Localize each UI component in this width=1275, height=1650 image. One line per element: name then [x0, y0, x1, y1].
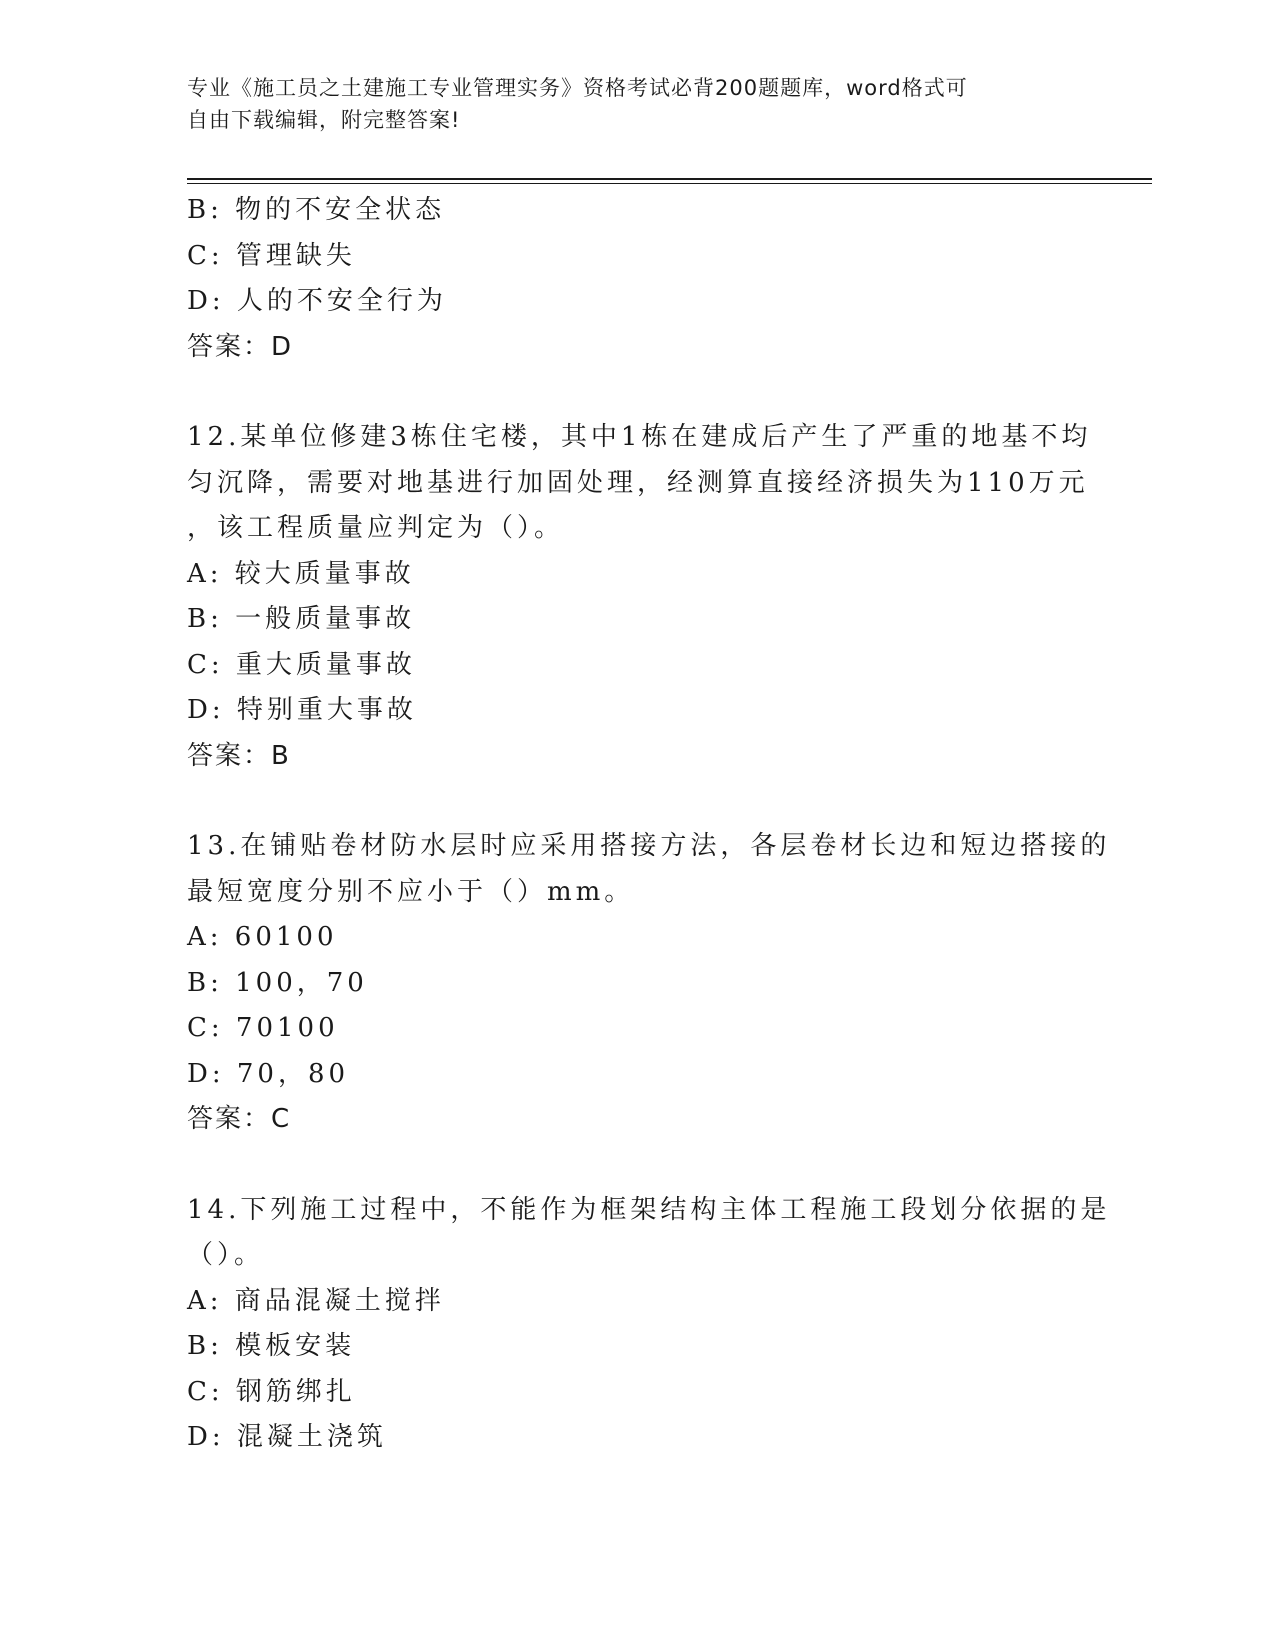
- question-stem: 最短宽度分别不应小于（）mm。: [187, 876, 635, 907]
- option-b: B: 物的不安全状态: [187, 195, 446, 225]
- option-c: C: 70100: [187, 1013, 339, 1043]
- option-d: D: 70，80: [187, 1058, 350, 1089]
- option-a: A: 较大质量事故: [187, 558, 415, 589]
- question-14: [187, 1188, 1111, 1461]
- question-stem: 匀沉降，需要对地基进行加固处理，经测算直接经济损失为110万元: [187, 467, 1089, 498]
- question-12: [187, 415, 1092, 779]
- answer-line: 答案：D: [187, 331, 294, 362]
- question-stem: 12.某单位修建3栋住宅楼，其中1栋在建成后产生了严重的地基不均: [187, 422, 1092, 452]
- answer-line: 答案：C: [187, 1104, 292, 1134]
- option-d: D: 特别重大事故: [187, 695, 417, 725]
- question-stem: 14.下列施工过程中，不能作为框架结构主体工程施工段划分依据的是: [187, 1194, 1111, 1225]
- option-b: B: 100，70: [187, 967, 368, 998]
- question-content: [187, 188, 1111, 1461]
- header-line-2: 自由下载编辑，附完整答案!: [187, 108, 461, 132]
- header-divider-thin: [187, 183, 1152, 184]
- option-d: D: 混凝土浇筑: [187, 1422, 387, 1452]
- option-d: D: 人的不安全行为: [187, 286, 447, 316]
- question-stem: 13.在铺贴卷材防水层时应采用搭接方法，各层卷材长边和短边搭接的: [187, 831, 1111, 861]
- question-13: [187, 824, 1111, 1143]
- header-line-1: 专业《施工员之土建施工专业管理实务》资格考试必背200题题库，word格式可: [187, 76, 968, 100]
- option-c: C: 管理缺失: [187, 240, 356, 271]
- answer-line: 答案：B: [187, 740, 291, 771]
- option-b: B: 模板安装: [187, 1331, 356, 1361]
- option-c: C: 钢筋绑扎: [187, 1376, 356, 1407]
- header-divider: [187, 178, 1152, 180]
- option-a: A: 商品混凝土搅拌: [187, 1285, 445, 1316]
- option-b: B: 一般质量事故: [187, 604, 416, 634]
- option-c: C: 重大质量事故: [187, 649, 416, 680]
- document-header: [187, 72, 1087, 136]
- option-a: A: 60100: [187, 922, 338, 952]
- question-stem: （）。: [187, 1240, 265, 1270]
- question-stem: ，该工程质量应判定为（）。: [187, 513, 565, 543]
- question-11-tail: [187, 188, 1087, 370]
